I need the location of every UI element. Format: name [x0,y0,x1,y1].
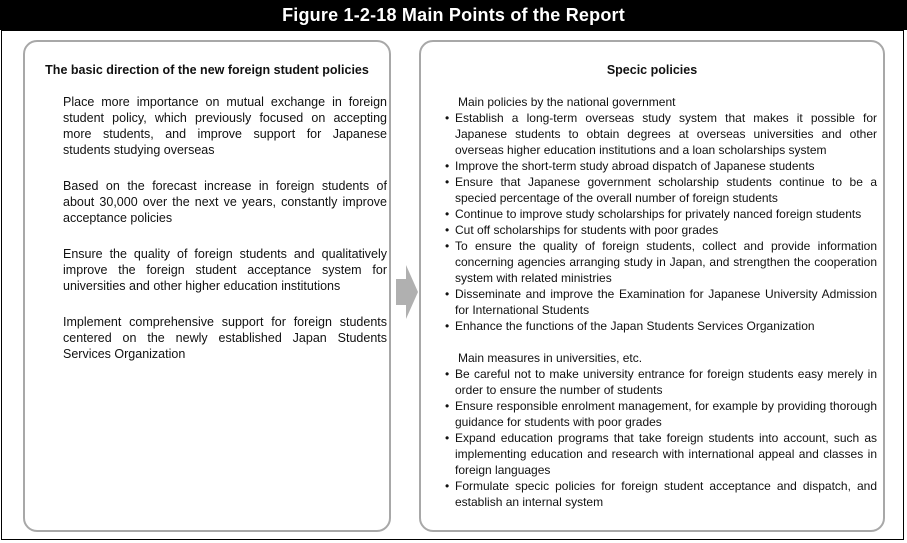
universities-measure-list [445,366,877,510]
bullet-icon: • [445,319,450,333]
measure-text: Expand education programs that take foreign students into account, such as implementing education and research with international appeal and classes in foreign languages [455,431,877,477]
universities-group-title: Main measures in universities, etc. [458,351,643,365]
policy-text: Establish a long-term overseas study system that makes it possible for Japanese students to obtain degrees at overseas universities and other overseas higher education institutions and a loan scholarships system [455,111,877,157]
basic-direction-panel [23,40,391,532]
specific-policies-body [445,94,877,510]
list-item [445,174,877,206]
policy-text: Continue to improve study scholarships for privately nanced foreign students [455,207,862,221]
bullet-icon: • [445,479,450,493]
basic-direction-item: Place more importance on mutual exchange in foreign student policy, which previously focused on accepting more students, and improve support for Japanese students studying overseas [63,95,387,157]
bullet-icon: • [445,207,450,221]
list-item [445,478,877,510]
list-item [445,238,877,286]
policy-text: Ensure that Japanese government scholarship students continue to be a specied percentage of the overall number of foreign students [455,175,877,205]
bullet-icon: • [445,399,450,413]
right-arrow-icon [396,265,418,319]
basic-direction-item: Implement comprehensive support for foreign students centered on the newly established Japan Students Services Organization [63,315,387,361]
group-spacer [445,334,877,350]
list-item [445,206,877,222]
basic-direction-item: Ensure the quality of foreign students and qualitatively improve the foreign student acceptance system for universities and other higher education institutions [63,247,387,293]
policy-text: Improve the short-term study abroad dispatch of Japanese students [455,159,815,173]
bullet-icon: • [445,287,450,301]
bullet-icon: • [445,367,450,381]
bullet-icon: • [445,239,450,253]
bullet-icon: • [445,175,450,189]
list-item [445,366,877,398]
policy-text: To ensure the quality of foreign students, collect and provide information concerning agencies arranging study in Japan, and strengthen the cooperation system with related ministries [455,239,877,285]
list-item [445,398,877,430]
measure-text: Be careful not to make university entrance for foreign students easy merely in order to ensure the number of students [455,367,877,397]
basic-direction-item: Based on the forecast increase in foreign students of about 30,000 over the next ve years, constantly improve acceptance policies [63,179,387,225]
policy-text: Enhance the functions of the Japan Students Services Organization [455,319,815,333]
basic-direction-heading: The basic direction of the new foreign student policies [45,63,369,77]
list-item [445,158,877,174]
specific-policies-panel [419,40,885,532]
national-government-policy-list [445,110,877,334]
list-item [445,430,877,478]
figure-title: Figure 1-2-18 Main Points of the Report [0,0,907,30]
specific-policies-heading: Specic policies [606,63,698,77]
bullet-icon: • [445,223,450,237]
policy-text: Disseminate and improve the Examination for Japanese University Admission for International Students [455,287,877,317]
list-item [445,318,877,334]
national-government-group-title: Main policies by the national government [458,95,676,109]
list-item [445,222,877,238]
measure-text: Ensure responsible enrolment management, for example by providing thorough guidance for students with poor grades [455,399,877,429]
bullet-icon: • [445,431,450,445]
basic-direction-list [63,94,387,382]
list-item [445,286,877,318]
list-item [445,110,877,158]
bullet-icon: • [445,111,450,125]
measure-text: Formulate specic policies for foreign student acceptance and dispatch, and establish an internal system [455,479,877,509]
policy-text: Cut off scholarships for students with poor grades [455,223,719,237]
bullet-icon: • [445,159,450,173]
